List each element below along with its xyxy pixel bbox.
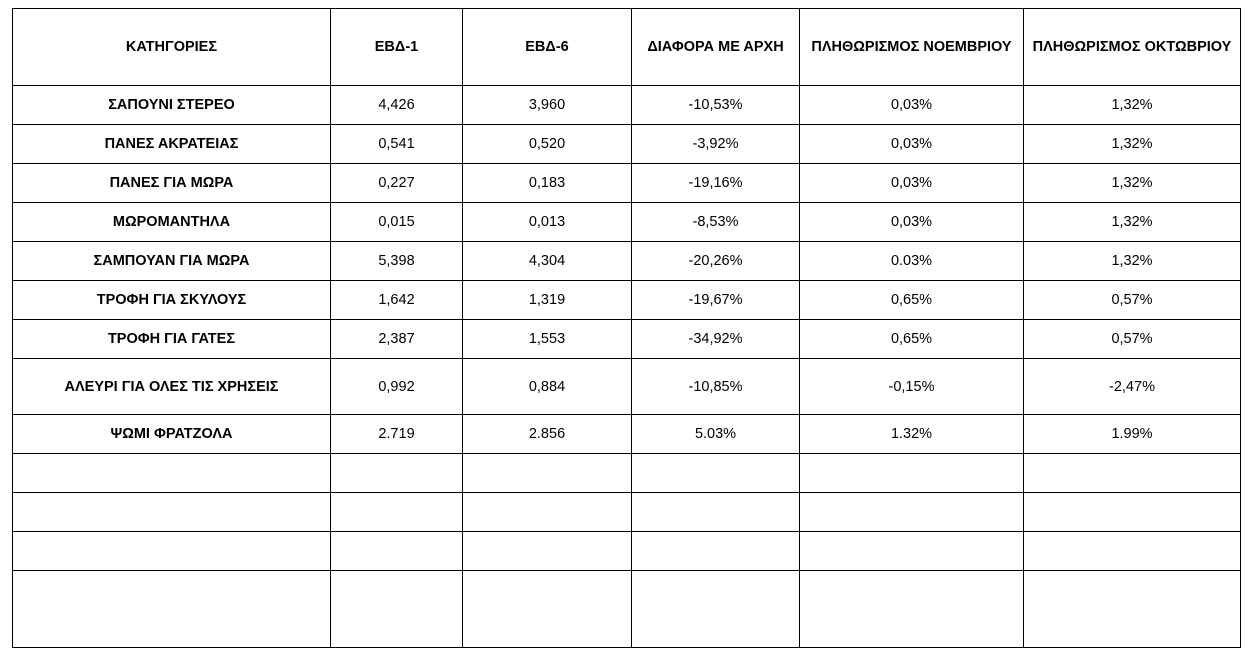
inflation-october-cell: 1,32% [1024, 125, 1241, 164]
inflation-october-cell: -2,47% [1024, 359, 1241, 415]
empty-cell [632, 493, 800, 532]
category-cell: ΣΑΜΠΟΥΑΝ ΓΙΑ ΜΩΡΑ [13, 242, 331, 281]
week-1-cell: 0,541 [331, 125, 463, 164]
week-6-cell: 0,520 [463, 125, 632, 164]
week-6-cell: 2.856 [463, 415, 632, 454]
difference-cell: -19,67% [632, 281, 800, 320]
table-row [13, 281, 1241, 320]
inflation-october-cell: 1,32% [1024, 203, 1241, 242]
inflation-november-cell: 0.03% [800, 242, 1024, 281]
empty-cell [1024, 532, 1241, 571]
empty-cell [1024, 454, 1241, 493]
week-6-cell: 0,884 [463, 359, 632, 415]
empty-cell [800, 532, 1024, 571]
difference-cell: -3,92% [632, 125, 800, 164]
table-row [13, 359, 1241, 415]
inflation-november-cell: 0,65% [800, 281, 1024, 320]
empty-row [13, 454, 1241, 493]
inflation-november-cell: 0,03% [800, 125, 1024, 164]
table-row [13, 415, 1241, 454]
empty-cell [1024, 571, 1241, 648]
week-1-cell: 2.719 [331, 415, 463, 454]
header-week-6: ΕΒΔ-6 [463, 9, 632, 86]
difference-cell: -19,16% [632, 164, 800, 203]
week-6-cell: 1,553 [463, 320, 632, 359]
inflation-november-cell: 0,65% [800, 320, 1024, 359]
header-row [13, 9, 1241, 86]
empty-cell [800, 493, 1024, 532]
empty-cell [13, 532, 331, 571]
difference-cell: -10,53% [632, 86, 800, 125]
table-row [13, 86, 1241, 125]
empty-row [13, 532, 1241, 571]
week-6-cell: 0,183 [463, 164, 632, 203]
table-row [13, 125, 1241, 164]
empty-row [13, 571, 1241, 648]
table-row [13, 320, 1241, 359]
header-categories: ΚΑΤΗΓΟΡΙΕΣ [13, 9, 331, 86]
category-cell: ΣΑΠΟΥΝΙ ΣΤΕΡΕΟ [13, 86, 331, 125]
week-1-cell: 5,398 [331, 242, 463, 281]
week-1-cell: 0,992 [331, 359, 463, 415]
week-6-cell: 4,304 [463, 242, 632, 281]
inflation-november-cell: 1.32% [800, 415, 1024, 454]
difference-cell: -20,26% [632, 242, 800, 281]
empty-cell [1024, 493, 1241, 532]
empty-cell [632, 532, 800, 571]
header-difference: ΔΙΑΦΟΡΑ ΜΕ ΑΡΧΗ [632, 9, 800, 86]
inflation-october-cell: 1,32% [1024, 164, 1241, 203]
inflation-november-cell: 0,03% [800, 164, 1024, 203]
table-row [13, 164, 1241, 203]
table-row [13, 242, 1241, 281]
inflation-october-cell: 1,32% [1024, 242, 1241, 281]
empty-cell [800, 571, 1024, 648]
inflation-november-cell: 0,03% [800, 86, 1024, 125]
difference-cell: -10,85% [632, 359, 800, 415]
empty-cell [800, 454, 1024, 493]
category-cell: ΠΑΝΕΣ ΑΚΡΑΤΕΙΑΣ [13, 125, 331, 164]
week-6-cell: 1,319 [463, 281, 632, 320]
difference-cell: -34,92% [632, 320, 800, 359]
week-1-cell: 4,426 [331, 86, 463, 125]
inflation-october-cell: 1,32% [1024, 86, 1241, 125]
category-cell: ΜΩΡΟΜΑΝΤΗΛΑ [13, 203, 331, 242]
empty-cell [463, 571, 632, 648]
category-cell: ΠΑΝΕΣ ΓΙΑ ΜΩΡΑ [13, 164, 331, 203]
empty-row [13, 493, 1241, 532]
empty-cell [13, 493, 331, 532]
empty-cell [463, 493, 632, 532]
empty-cell [632, 571, 800, 648]
inflation-november-cell: -0,15% [800, 359, 1024, 415]
header-inflation-october: ΠΛΗΘΩΡΙΣΜΟΣ ΟΚΤΩΒΡΙΟΥ [1024, 9, 1241, 86]
difference-cell: -8,53% [632, 203, 800, 242]
table-row [13, 203, 1241, 242]
empty-cell [13, 571, 331, 648]
empty-cell [331, 571, 463, 648]
week-1-cell: 1,642 [331, 281, 463, 320]
inflation-november-cell: 0,03% [800, 203, 1024, 242]
header-week-1: ΕΒΔ-1 [331, 9, 463, 86]
empty-cell [632, 454, 800, 493]
week-6-cell: 3,960 [463, 86, 632, 125]
category-cell: ΑΛΕΥΡΙ ΓΙΑ ΟΛΕΣ ΤΙΣ ΧΡΗΣΕΙΣ [13, 359, 331, 415]
week-1-cell: 0,015 [331, 203, 463, 242]
empty-cell [331, 493, 463, 532]
inflation-october-cell: 0,57% [1024, 281, 1241, 320]
empty-cell [463, 454, 632, 493]
week-1-cell: 2,387 [331, 320, 463, 359]
inflation-october-cell: 1.99% [1024, 415, 1241, 454]
category-cell: ΤΡΟΦΗ ΓΙΑ ΣΚΥΛΟΥΣ [13, 281, 331, 320]
empty-cell [331, 532, 463, 571]
header-inflation-november: ΠΛΗΘΩΡΙΣΜΟΣ ΝΟΕΜΒΡΙΟΥ [800, 9, 1024, 86]
difference-cell: 5.03% [632, 415, 800, 454]
week-6-cell: 0,013 [463, 203, 632, 242]
category-cell: ΨΩΜΙ ΦΡΑΤΖΟΛΑ [13, 415, 331, 454]
data-table [12, 8, 1241, 648]
empty-cell [331, 454, 463, 493]
inflation-october-cell: 0,57% [1024, 320, 1241, 359]
category-cell: ΤΡΟΦΗ ΓΙΑ ΓΑΤΕΣ [13, 320, 331, 359]
week-1-cell: 0,227 [331, 164, 463, 203]
empty-cell [463, 532, 632, 571]
empty-cell [13, 454, 331, 493]
